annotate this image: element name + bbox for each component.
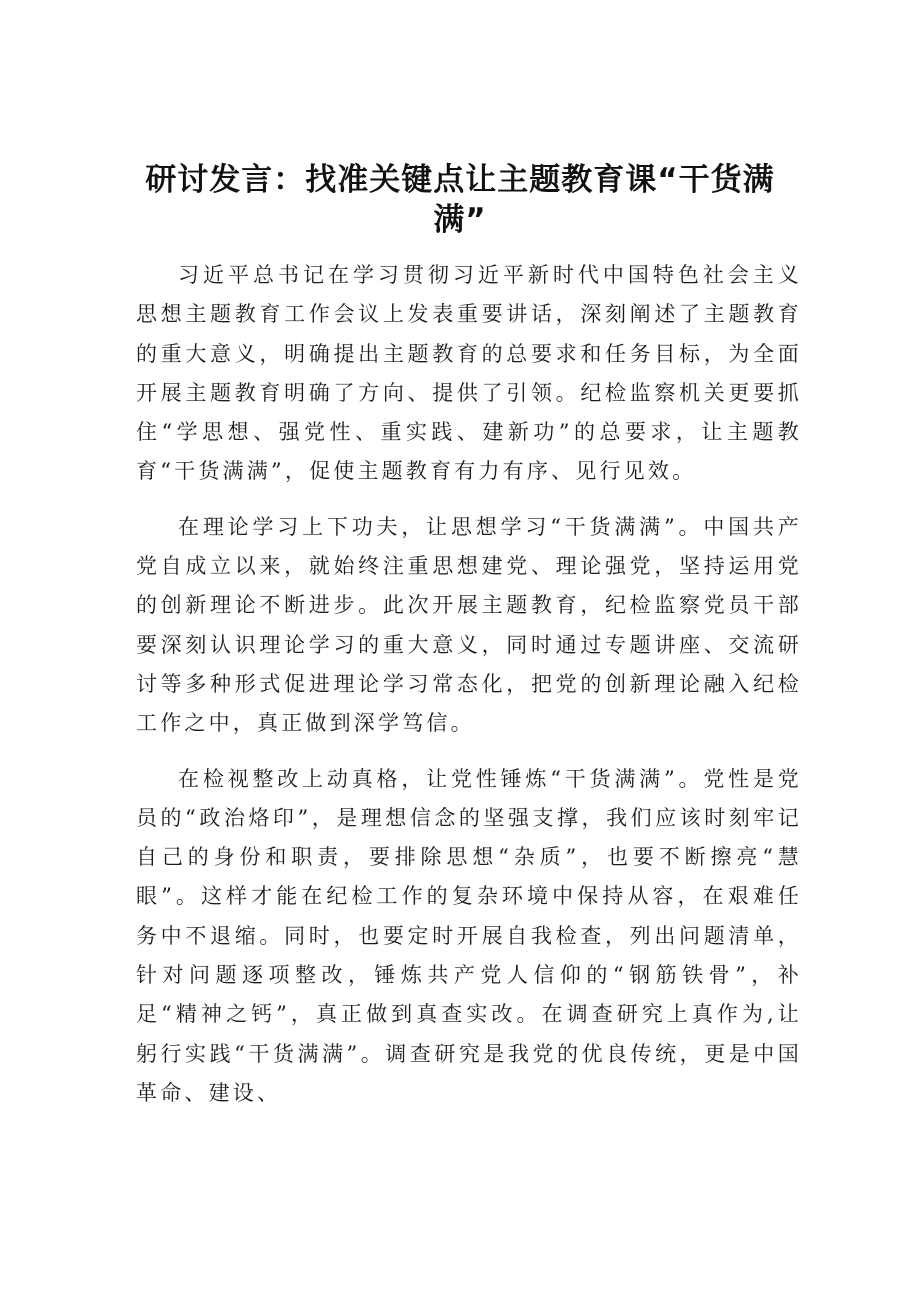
- document-body: [136, 256, 802, 1129]
- paragraph-theory-study: 在理论学习上下功夫，让思想学习“干货满满”。中国共产党自成立以来，就始终注重思想建党、理论强党，坚持运用党的创新理论不断进步。此次开展主题教育，纪检监察党员干部要深刻认识理论学习的重大意义，同时通过专题讲座、交流研讨等多种形式促进理论学习常态化，把党的创新理论融入纪检工作之中，真正做到深学笃信。: [136, 514, 802, 736]
- paragraph-intro: 习近平总书记在学习贯彻习近平新时代中国特色社会主义思想主题教育工作会议上发表重要讲话，深刻阐述了主题教育的重大意义，明确提出主题教育的总要求和任务目标，为全面开展主题教育明确了方向、提供了引领。纪检监察机关更要抓住“学思想、强党性、重实践、建新功”的总要求，让主题教育“干货满满”，促使主题教育有力有序、见行见效。: [136, 263, 802, 484]
- document-title: 研讨发言：找准关键点让主题教育课“干货满满”: [145, 162, 775, 238]
- paragraph-self-inspection: 在检视整改上动真格，让党性锤炼“干货满满”。党性是党员的“政治烙印”，是理想信念的坚强支撑，我们应该时刻牢记自己的身份和职责，要排除思想“杂质”，也要不断擦亮“慧眼”。这样才能在纪检工作的复杂环境中保持从容，在艰难任务中不退缩。同时，也要定时开展自我检查，列出问题清单，针对问题逐项整改，锤炼共产党人信仰的“钢筋铁骨”，补足“精神之钙”，真正做到真查实改。在调查研究上真作为,让躬行实践“干货满满”。调查研究是我党的优良传统，更是中国革命、建设、: [136, 766, 802, 1105]
